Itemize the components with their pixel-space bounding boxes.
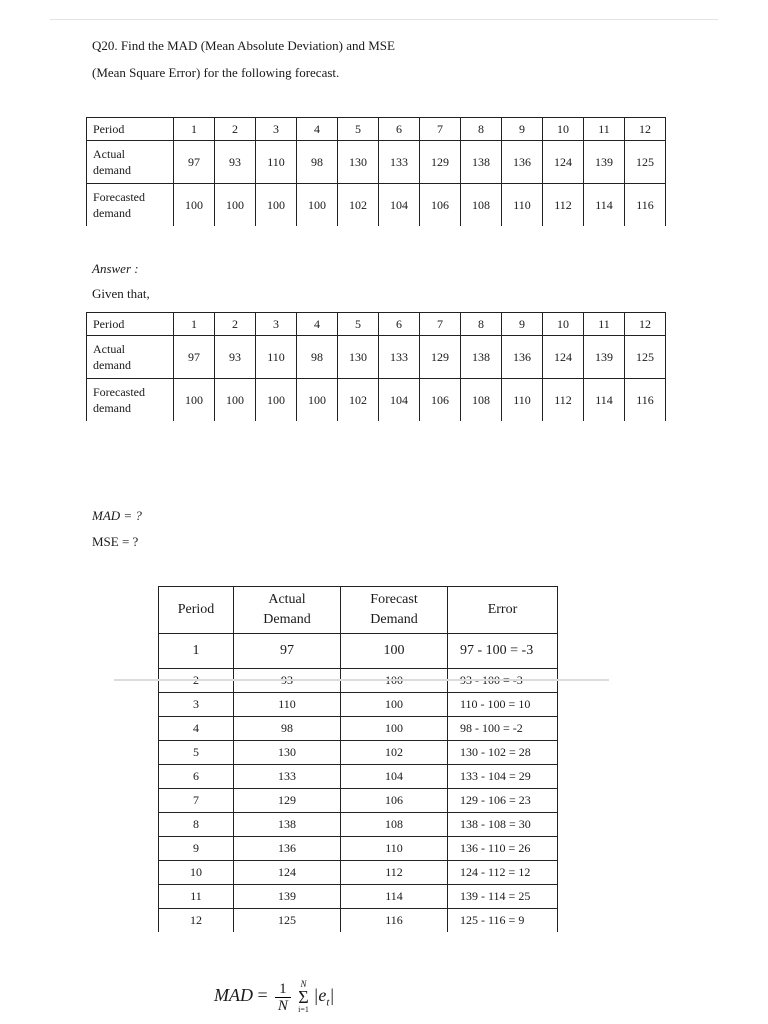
forecast-demand-cell: 112: [341, 861, 448, 885]
error-table: [158, 586, 558, 932]
forecasted-demand-cell: 110: [502, 184, 543, 227]
formula-equals: =: [257, 985, 268, 1006]
period-cell: 9: [159, 837, 234, 861]
period-cell: 10: [543, 313, 584, 336]
scan-divider: [114, 679, 609, 681]
actual-demand-cell: 124: [543, 336, 584, 379]
actual-demand-cell: 133: [234, 765, 341, 789]
forecasted-demand-cell: 100: [215, 379, 256, 422]
forecast-demand-cell: 104: [341, 765, 448, 789]
actual-demand-cell: 98: [234, 717, 341, 741]
period-cell: 5: [159, 741, 234, 765]
period-cell: 7: [420, 313, 461, 336]
forecast-demand-cell: 110: [341, 837, 448, 861]
actual-demand-cell: 136: [234, 837, 341, 861]
actual-demand-cell: 129: [420, 336, 461, 379]
period-cell: 10: [159, 861, 234, 885]
actual-demand-cell: 130: [338, 336, 379, 379]
period-cell: 11: [159, 885, 234, 909]
formula-denominator: N: [277, 997, 288, 1014]
answer-heading: Answer :: [92, 261, 139, 276]
forecasted-demand-cell: 100: [256, 184, 297, 227]
actual-demand-cell: 98: [297, 141, 338, 184]
period-cell: 10: [543, 118, 584, 141]
forecasted-demand-cell: 112: [543, 379, 584, 422]
formula-fraction: [275, 981, 291, 1014]
forecasted-demand-cell: 104: [379, 184, 420, 227]
table-row: [159, 717, 558, 741]
period-cell: 6: [379, 313, 420, 336]
error-cell: 124 - 112 = 12: [448, 861, 558, 885]
actual-demand-cell: 138: [234, 813, 341, 837]
period-cell: 1: [159, 634, 234, 669]
actual-demand-cell: 136: [502, 336, 543, 379]
forecasted-demand-header: Forecasted demand: [87, 184, 174, 227]
period-cell: 3: [159, 693, 234, 717]
table-row: [159, 909, 558, 933]
formula-term: $|e_t|$: [313, 985, 335, 1009]
period-header: Period: [87, 313, 174, 336]
error-cell: 110 - 100 = 10: [448, 693, 558, 717]
forecast-demand-cell: 108: [341, 813, 448, 837]
forecasted-demand-cell: 100: [215, 184, 256, 227]
period-cell: 11: [584, 118, 625, 141]
error-cell: 130 - 102 = 28: [448, 741, 558, 765]
formula-numerator: 1: [275, 981, 291, 998]
table-row: [159, 885, 558, 909]
actual-demand-cell: 97: [174, 141, 215, 184]
table-row: [159, 837, 558, 861]
actual-demand-cell: 110: [234, 693, 341, 717]
period-cell: 8: [461, 118, 502, 141]
table-row: [159, 634, 558, 669]
actual-demand-cell: 130: [234, 741, 341, 765]
formula-term-subscript: t: [326, 996, 330, 1009]
actual-demand-cell: 129: [420, 141, 461, 184]
given-that-text: Given that,: [92, 286, 150, 301]
period-cell: 7: [420, 118, 461, 141]
table-row: [159, 693, 558, 717]
actual-demand-cell: 139: [234, 885, 341, 909]
forecasted-demand-cell: 106: [420, 379, 461, 422]
actual-demand-cell: 139: [584, 336, 625, 379]
forecasted-demand-cell: 100: [297, 184, 338, 227]
forecast-demand-cell: 100: [341, 717, 448, 741]
mad-formula: [214, 980, 334, 1014]
actual-demand-cell: 98: [297, 336, 338, 379]
forecasted-demand-cell: 114: [584, 379, 625, 422]
period-cell: 6: [159, 765, 234, 789]
table-row: [159, 765, 558, 789]
forecast-demand-cell: 100: [341, 693, 448, 717]
actual-demand-cell: 138: [461, 141, 502, 184]
period-cell: 2: [215, 313, 256, 336]
error-cell: 97 - 100 = -3: [448, 634, 558, 669]
error-cell: 98 - 100 = -2: [448, 717, 558, 741]
error-table-period-header: Period: [159, 587, 234, 634]
given-demand-table-repeat: [86, 312, 666, 421]
period-cell: 3: [256, 313, 297, 336]
forecasted-demand-cell: 100: [256, 379, 297, 422]
forecasted-demand-cell: 100: [174, 184, 215, 227]
forecasted-demand-cell: 102: [338, 379, 379, 422]
period-cell: 4: [297, 313, 338, 336]
period-cell: 12: [625, 118, 666, 141]
period-cell: 3: [256, 118, 297, 141]
period-cell: 2: [215, 118, 256, 141]
actual-demand-cell: 110: [256, 141, 297, 184]
forecast-demand-cell: 102: [341, 741, 448, 765]
actual-demand-cell: 97: [234, 634, 341, 669]
forecasted-demand-cell: 100: [174, 379, 215, 422]
period-cell: 5: [338, 118, 379, 141]
error-cell: 139 - 114 = 25: [448, 885, 558, 909]
actual-demand-cell: 125: [625, 336, 666, 379]
formula-lhs: MAD: [214, 985, 253, 1006]
actual-demand-cell: 124: [543, 141, 584, 184]
forecasted-demand-cell: 108: [461, 184, 502, 227]
forecasted-demand-cell: 100: [297, 379, 338, 422]
error-cell: 138 - 108 = 30: [448, 813, 558, 837]
period-cell: 12: [159, 909, 234, 933]
mad-unknown: MAD = ?: [92, 508, 142, 523]
error-cell: 136 - 110 = 26: [448, 837, 558, 861]
error-table-error-header: Error: [448, 587, 558, 634]
actual-demand-cell: 97: [174, 336, 215, 379]
period-header: Period: [87, 118, 174, 141]
question-line-2: (Mean Square Error) for the following forecast.: [92, 65, 340, 80]
forecasted-demand-cell: 116: [625, 184, 666, 227]
period-cell: 8: [159, 813, 234, 837]
forecasted-demand-cell: 106: [420, 184, 461, 227]
forecasted-demand-cell: 110: [502, 379, 543, 422]
period-cell: 9: [502, 313, 543, 336]
mse-unknown: MSE = ?: [92, 534, 139, 549]
sum-lower-limit: i=1: [298, 1005, 309, 1014]
error-cell: 125 - 116 = 9: [448, 909, 558, 933]
forecast-demand-cell: 116: [341, 909, 448, 933]
error-cell: 133 - 104 = 29: [448, 765, 558, 789]
actual-demand-header: Actual demand: [87, 336, 174, 379]
given-demand-table: [86, 117, 666, 226]
period-cell: 5: [338, 313, 379, 336]
actual-demand-cell: 139: [584, 141, 625, 184]
error-table-actual-header: Actual Demand: [234, 587, 341, 634]
actual-demand-cell: 129: [234, 789, 341, 813]
error-cell: 129 - 106 = 23: [448, 789, 558, 813]
period-cell: 9: [502, 118, 543, 141]
actual-demand-cell: 133: [379, 336, 420, 379]
period-cell: 4: [159, 717, 234, 741]
period-cell: 6: [379, 118, 420, 141]
forecast-demand-cell: 100: [341, 634, 448, 669]
forecasted-demand-cell: 102: [338, 184, 379, 227]
period-cell: 1: [174, 118, 215, 141]
period-cell: 11: [584, 313, 625, 336]
actual-demand-cell: 133: [379, 141, 420, 184]
sum-upper-limit: N: [300, 979, 307, 989]
sigma-glyph: Σ: [298, 987, 309, 1007]
actual-demand-cell: 110: [256, 336, 297, 379]
period-cell: 1: [174, 313, 215, 336]
actual-demand-cell: 125: [234, 909, 341, 933]
period-cell: 12: [625, 313, 666, 336]
actual-demand-cell: 130: [338, 141, 379, 184]
forecast-demand-cell: 114: [341, 885, 448, 909]
forecasted-demand-cell: 116: [625, 379, 666, 422]
table-row: [159, 861, 558, 885]
table-row: [159, 741, 558, 765]
actual-demand-cell: 138: [461, 336, 502, 379]
top-divider: [50, 19, 718, 20]
actual-demand-cell: 124: [234, 861, 341, 885]
forecasted-demand-header: Forecasted demand: [87, 379, 174, 422]
forecasted-demand-cell: 104: [379, 379, 420, 422]
actual-demand-cell: 136: [502, 141, 543, 184]
actual-demand-cell: 125: [625, 141, 666, 184]
summation-symbol: [298, 980, 309, 1014]
forecasted-demand-cell: 114: [584, 184, 625, 227]
question-line-1: Q20. Find the MAD (Mean Absolute Deviation) and MSE: [92, 38, 395, 53]
table-row: [159, 789, 558, 813]
forecasted-demand-cell: 112: [543, 184, 584, 227]
forecasted-demand-cell: 108: [461, 379, 502, 422]
period-cell: 7: [159, 789, 234, 813]
actual-demand-cell: 93: [215, 336, 256, 379]
error-table-forecast-header: Forecast Demand: [341, 587, 448, 634]
table-row: [159, 813, 558, 837]
actual-demand-cell: 93: [215, 141, 256, 184]
period-cell: 4: [297, 118, 338, 141]
actual-demand-header: Actual demand: [87, 141, 174, 184]
forecast-demand-cell: 106: [341, 789, 448, 813]
period-cell: 8: [461, 313, 502, 336]
